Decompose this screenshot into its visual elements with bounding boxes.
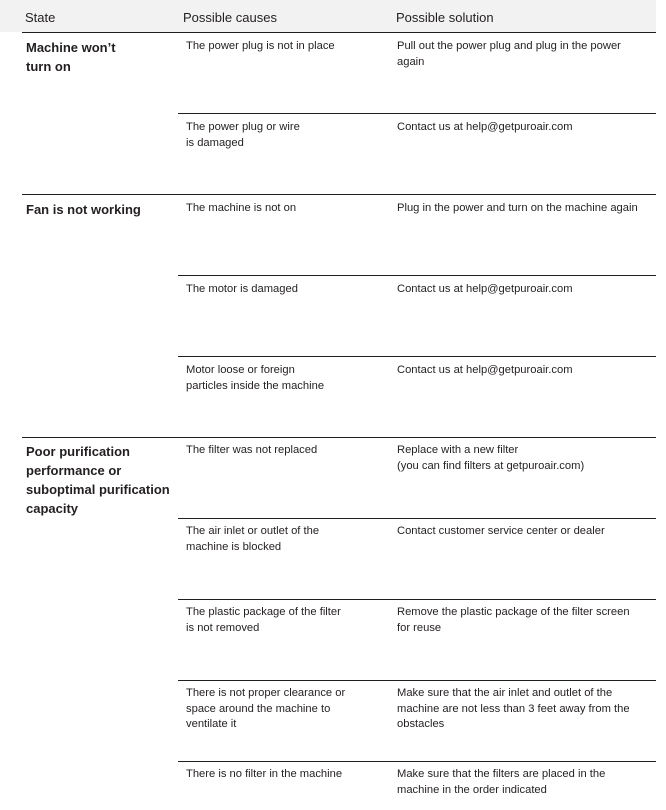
cause-cell: The power plug is not in place <box>186 40 335 52</box>
header-possible-solution: Possible solution <box>396 10 494 25</box>
solution-cell: Contact customer service center or dealer <box>397 525 605 537</box>
solution-cell: Pull out the power plug and plug in the power again <box>397 40 621 68</box>
header-state: State <box>25 10 56 25</box>
state-cell: Fan is not working <box>26 202 141 217</box>
cause-cell: The power plug or wire is damaged <box>186 121 300 149</box>
solution-cell: Contact us at help@getpuroair.com <box>397 283 573 295</box>
group-divider <box>22 32 656 33</box>
row-divider <box>178 680 656 681</box>
solution-cell: Remove the plastic package of the filter screen for reuse <box>397 606 630 634</box>
solution-cell: Contact us at help@getpuroair.com <box>397 121 573 133</box>
group-divider <box>22 194 656 195</box>
cause-cell: The machine is not on <box>186 202 297 214</box>
cause-cell: The motor is damaged <box>186 283 298 295</box>
solution-cell: Make sure that the filters are placed in the machine in the order indicated <box>397 768 606 796</box>
row-divider <box>178 761 656 762</box>
cause-cell: There is not proper clearance or space around the machine to ventilate it <box>186 687 346 730</box>
header-possible-causes: Possible causes <box>183 10 277 25</box>
solution-cell: Contact us at help@getpuroair.com <box>397 364 573 376</box>
cause-cell: The filter was not replaced <box>186 444 318 456</box>
cause-cell: Motor loose or foreign particles inside the machine <box>186 364 325 392</box>
row-divider <box>178 275 656 276</box>
solution-cell: Replace with a new filter (you can find filters at getpuroair.com) <box>397 444 585 472</box>
row-divider <box>178 356 656 357</box>
cause-cell: There is no filter in the machine <box>186 768 343 780</box>
group-divider <box>22 437 656 438</box>
state-cell: Poor purification performance or suboptimal purification capacity <box>26 444 170 516</box>
row-divider <box>178 113 656 114</box>
solution-cell: Plug in the power and turn on the machine again <box>397 202 638 214</box>
row-divider <box>178 599 656 600</box>
solution-cell: Make sure that the air inlet and outlet of the machine are not less than 3 feet away from the obstacles <box>397 687 630 730</box>
state-cell: Machine won’t turn on <box>26 40 116 74</box>
row-divider <box>178 518 656 519</box>
cause-cell: The plastic package of the filter is not removed <box>186 606 341 634</box>
table-header <box>0 0 656 32</box>
cause-cell: The air inlet or outlet of the machine is blocked <box>186 525 320 553</box>
